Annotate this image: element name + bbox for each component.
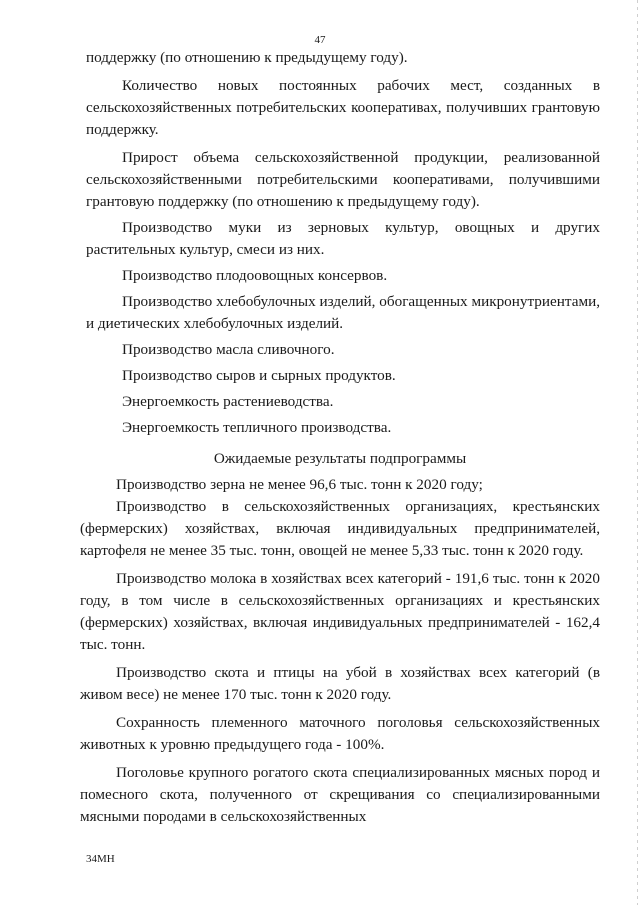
paragraph: Производство масла сливочного.	[122, 341, 335, 358]
paragraph: Производство зерна не менее 96,6 тыс. тонн к 2020 году;	[116, 476, 483, 493]
scan-edge-artifact	[637, 0, 638, 905]
paragraph: Энергоемкость тепличного производства.	[122, 419, 392, 436]
paragraph: Производство в сельскохозяйственных организациях, крестьянских (фермерских) хозяйствах, включая индивидуальных предпринимателей, картофеля не менее 35 тыс. тонн, овощей не менее 5,33 тыс. тонн к 2020 году.	[80, 498, 600, 559]
section-heading: Ожидаемые результаты подпрограммы	[213, 450, 467, 467]
paragraph: Производство хлебобулочных изделий, обогащенных микронутриентами, и диетических хлебобулочных изделий.	[86, 293, 600, 332]
footer-code: 34МН	[86, 853, 115, 865]
page-number: 47	[314, 34, 326, 46]
paragraph: Количество новых постоянных рабочих мест, созданных в сельскохозяйственных потребительских кооперативах, получивших грантовую поддержку.	[86, 77, 600, 138]
paragraph: Производство муки из зерновых культур, овощных и других растительных культур, смеси из них.	[86, 219, 600, 258]
paragraph: поддержку (по отношению к предыдущему году).	[86, 49, 408, 66]
results-section	[80, 448, 600, 828]
paragraph: Энергоемкость растениеводства.	[122, 393, 334, 410]
paragraph: Производство молока в хозяйствах всех категорий - 191,6 тыс. тонн к 2020 году, в том числе в сельскохозяйственных организациях и крестьянских (фермерских) хозяйствах, включая индивидуальных предпринимателей - 162,4 тыс. тонн.	[80, 570, 600, 653]
paragraph: Прирост объема сельскохозяйственной продукции, реализованной сельскохозяйственными потребительскими кооперативами, получившими грантовую поддержку (по отношению к предыдущему году).	[86, 149, 600, 210]
paragraph: Производство скота и птицы на убой в хозяйствах всех категорий (в живом весе) не менее 170 тыс. тонн к 2020 году.	[80, 664, 600, 703]
paragraph: Производство плодоовощных консервов.	[122, 267, 388, 284]
upper-text-block	[86, 47, 600, 439]
paragraph: Поголовье крупного рогатого скота специализированных мясных пород и помесного скота, полученного от скрещивания со специализированными мясными породами в сельскохозяйственных	[80, 764, 600, 825]
paragraph: Производство сыров и сырных продуктов.	[122, 367, 396, 384]
paragraph: Сохранность племенного маточного поголовья сельскохозяйственных животных к уровню предыдущего года - 100%.	[80, 714, 600, 753]
